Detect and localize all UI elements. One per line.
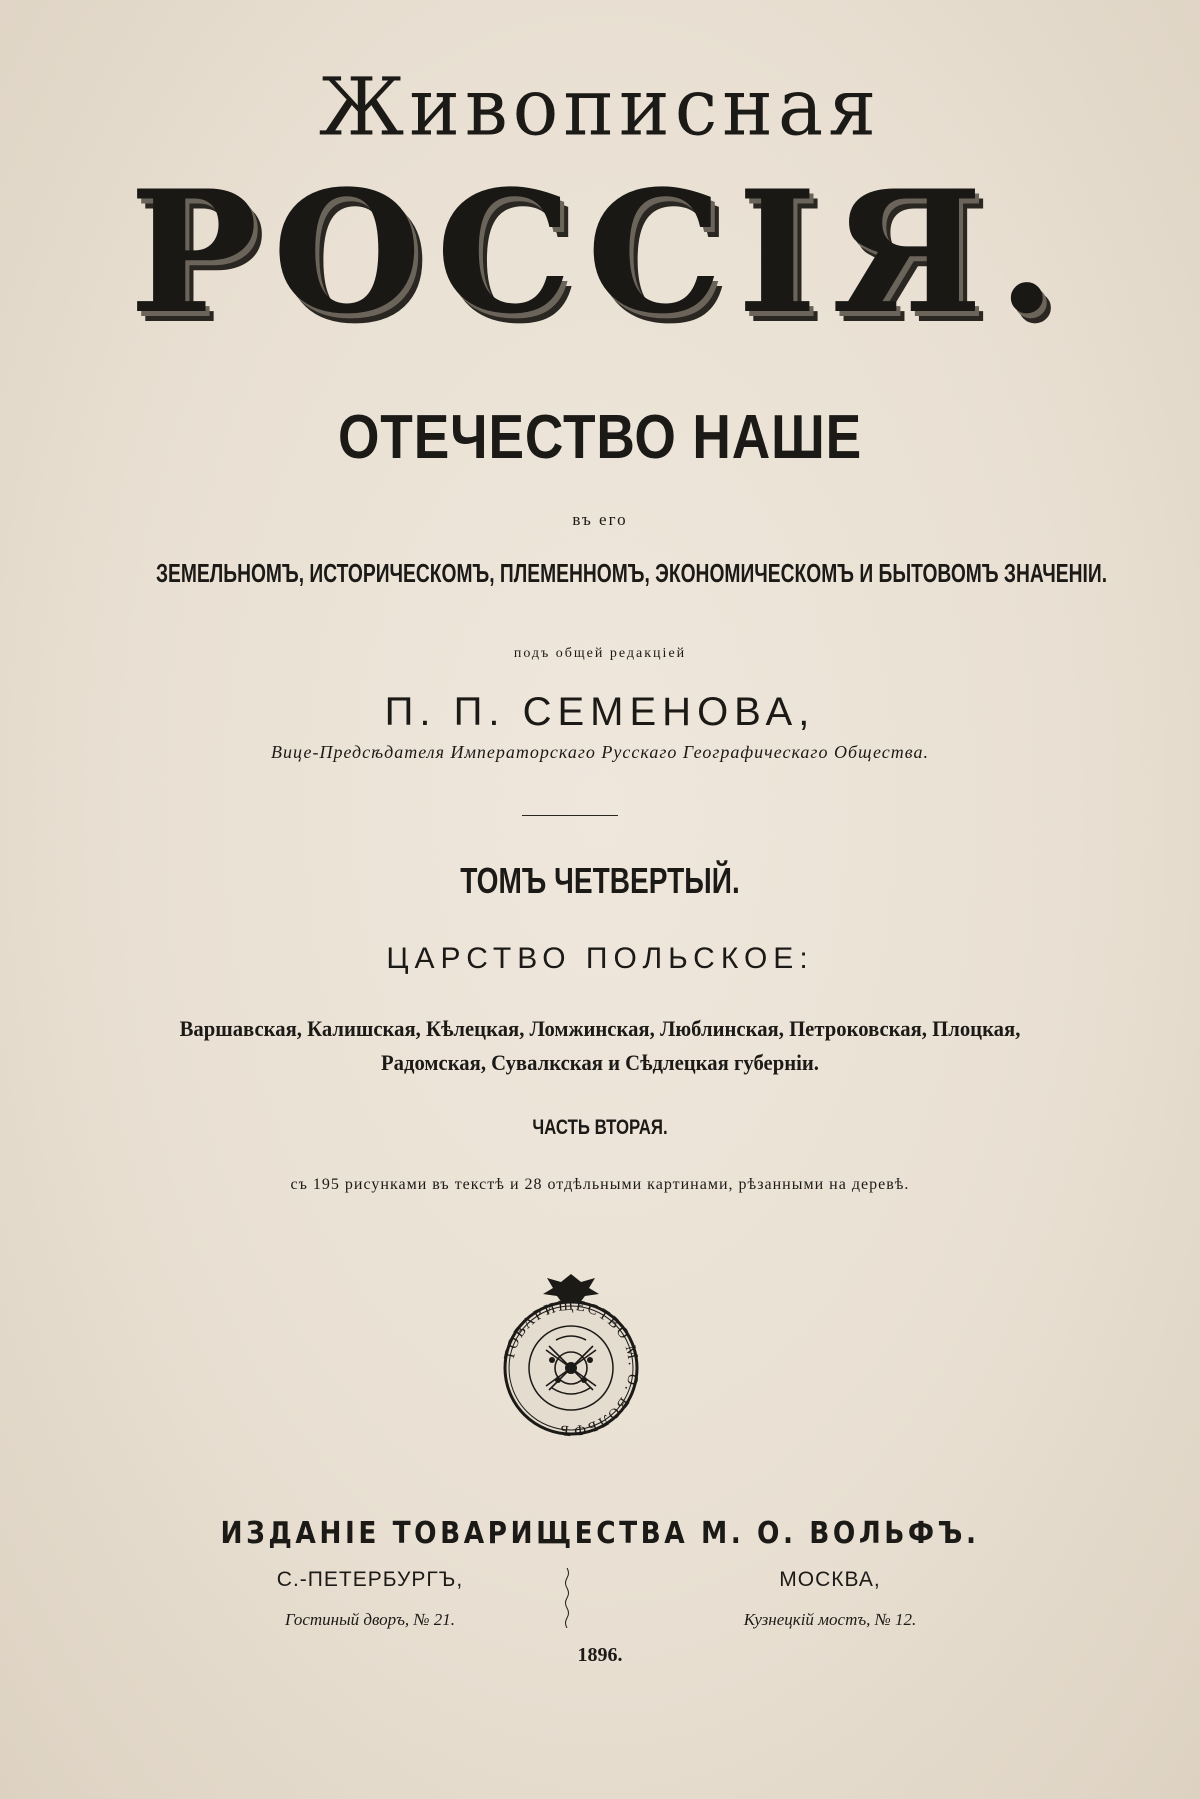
region-heading: ЦАРСТВО ПОЛЬСКОЕ: [386, 942, 814, 975]
publisher-name: ИЗДАНІЕ ТОВАРИЩЕСТВА М. О. ВОЛЬФЪ. [220, 1516, 980, 1551]
subtitle-meanings: ЗЕМЕЛЬНОМЪ, ИСТОРИЧЕСКОМЪ, ПЛЕМЕННОМЪ, ЭКОНОМИЧЕСКОМЪ И БЫТОВОМЪ ЗНАЧЕНІИ. [156, 558, 1108, 588]
provinces-line-1: Варшавская, Калишская, Кѣлецкая, Ломжинская, Люблинская, Петроковская, Плоцкая, [179, 1016, 1021, 1041]
publisher-seal-emblem [486, 1268, 656, 1438]
city-left: С.-ПЕТЕРБУРГЪ, [276, 1568, 464, 1591]
divider-rule [522, 815, 618, 816]
imprint-right [640, 1568, 1020, 1630]
volume-heading: ТОМЪ ЧЕТВЕРТЫЙ. [460, 860, 740, 901]
address-left: Гостиный дворъ, № 21. [285, 1610, 455, 1629]
edited-by-label: подъ общей редакціей [513, 646, 687, 661]
title-line-otechestvo: ОТЕЧЕСТВО НАШЕ [337, 403, 863, 472]
imprint-divider [563, 1568, 571, 1628]
seal-text: ТОВАРИЩЕСТВО М. О. ВОЛЬФЪ [501, 1297, 642, 1438]
publication-year: 1896. [577, 1644, 623, 1666]
illustrations-note: съ 195 рисунками въ текстѣ и 28 отдѣльными картинами, рѣзанными на деревѣ. [290, 1176, 910, 1193]
editor-name: П. П. СЕМЕНОВА, [384, 690, 816, 734]
imprint-left [180, 1568, 560, 1630]
title-line-zhivopisnaya: Живописная [318, 59, 882, 154]
subtitle-in-its: въ его [572, 510, 628, 529]
provinces-line-2: Радомская, Сувалкская и Сѣдлецкая губерніи. [381, 1050, 819, 1075]
title-line-rossiya: РОССІЯ. [129, 153, 1071, 351]
part-heading: ЧАСТЬ ВТОРАЯ. [532, 1116, 668, 1139]
address-right: Кузнецкій мостъ, № 12. [743, 1610, 917, 1629]
seal-icon [486, 1268, 656, 1438]
city-right: МОСКВА, [779, 1568, 881, 1591]
editor-title: Вице-Предсѣдателя Императорскаго Русскаго Географическаго Общества. [271, 742, 929, 762]
